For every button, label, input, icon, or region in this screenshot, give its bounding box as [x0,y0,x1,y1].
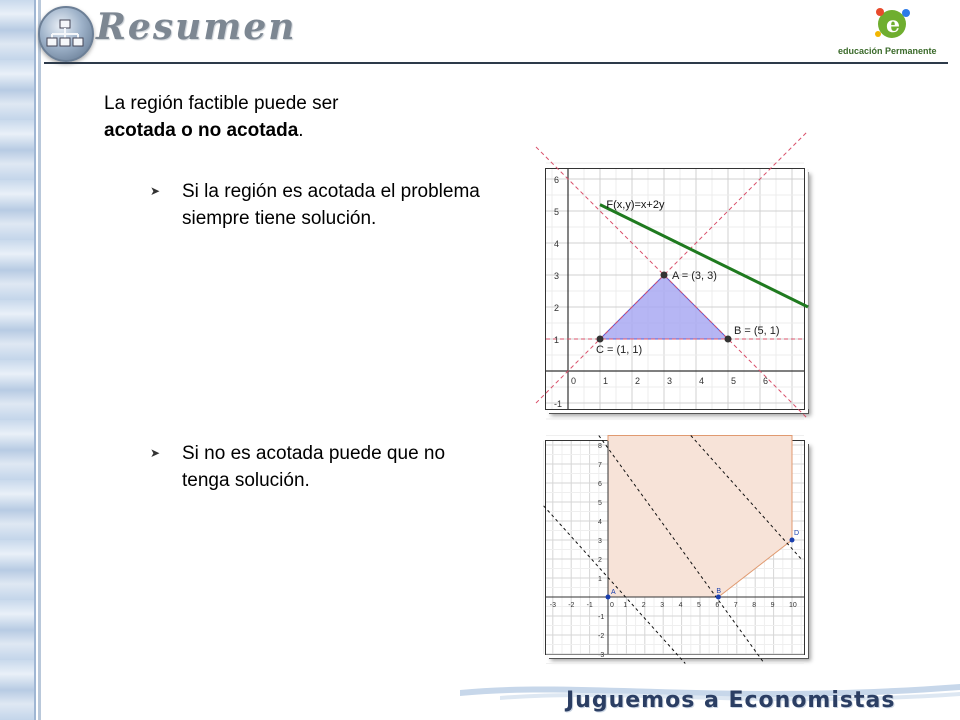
sitemap-logo-icon [38,6,94,62]
intro-line: La región factible puede ser [104,93,339,114]
y-tick-label: -1 [598,614,605,621]
svg-text:e: e [886,12,900,38]
point-label-C: C = (1, 1) [596,344,643,356]
x-tick-label: 4 [678,602,683,609]
x-tick-label: 5 [731,376,737,386]
x-tick-label: -3 [549,602,557,609]
objective-line [600,205,808,307]
y-tick-label: 2 [554,303,560,313]
point-A [606,595,611,600]
page-title: Resumen [96,6,297,48]
objective-label: F(x,y)=x+2y [606,198,665,211]
point-C [597,336,604,343]
unbounded-region-graph [545,440,805,659]
footer-title: Juguemos a Economistas [566,688,896,713]
x-tick-label: -2 [568,602,575,609]
y-tick-label: -2 [598,633,605,640]
bullet-arrow-icon: ➤ [150,446,161,460]
x-tick-label: -1 [586,602,593,609]
y-tick-label: -3 [598,652,605,659]
point-label-D: D [794,530,800,537]
intro-period: . [298,120,304,141]
point-label-B: B = (5, 1) [734,325,780,337]
point-label-A: A = (3, 3) [672,270,717,282]
y-tick-label: 1 [554,335,560,345]
x-tick-label: 3 [660,602,665,609]
x-tick-label: 0 [571,376,577,386]
x-tick-label: 9 [770,602,775,609]
intro-bold: acotada o no acotada [104,120,299,141]
y-tick-label: 6 [598,481,602,488]
point-B [716,595,721,600]
bounded-graph-svg [546,169,804,409]
y-tick-label: 7 [598,462,602,469]
title-divider [44,62,948,64]
point-B [725,336,732,343]
origin-label: 0 [610,602,614,609]
x-tick-label: 1 [623,602,628,609]
sidebar-divider [38,0,41,720]
y-tick-label: 5 [598,500,602,507]
point-label-B: B [716,588,722,595]
constraint-line [536,131,808,403]
y-tick-label: 2 [598,557,602,564]
y-tick-label: 8 [598,443,602,450]
x-tick-label: 6 [763,376,769,386]
y-tick-label: 3 [598,538,602,545]
y-tick-label: 1 [598,576,602,583]
point-label-A: A [611,589,616,596]
y-tick-label: 6 [554,175,560,185]
bullet-text: Si la región es acotada el problema siempre tiene solución. [182,181,480,229]
y-tick-label: 5 [554,207,560,217]
point-D [790,538,795,543]
intro-text [104,90,444,144]
unbounded-graph-svg [546,441,804,659]
point-A [661,272,668,279]
bounded-region-graph [545,168,805,410]
brand-text: educación Permanente [838,46,937,56]
x-tick-label: 6 [715,602,720,609]
y-tick-label: 3 [554,271,560,281]
x-tick-label: 7 [733,602,738,609]
x-tick-label: 2 [641,602,646,609]
x-tick-label: 10 [789,602,797,609]
y-tick-label: 4 [598,519,602,526]
x-tick-label: 4 [699,376,705,386]
y-tick-label: 4 [554,239,560,249]
x-tick-label: 1 [603,376,609,386]
x-tick-label: 2 [635,376,641,386]
bullet-text: Si no es acotada puede que no tenga solución. [182,443,446,491]
x-tick-label: 5 [697,602,701,609]
x-tick-label: 8 [752,602,757,609]
bullet-arrow-icon: ➤ [150,184,161,198]
decorative-sidebar [0,0,36,720]
y-tick-label: -1 [554,399,563,409]
x-tick-label: 3 [667,376,673,386]
